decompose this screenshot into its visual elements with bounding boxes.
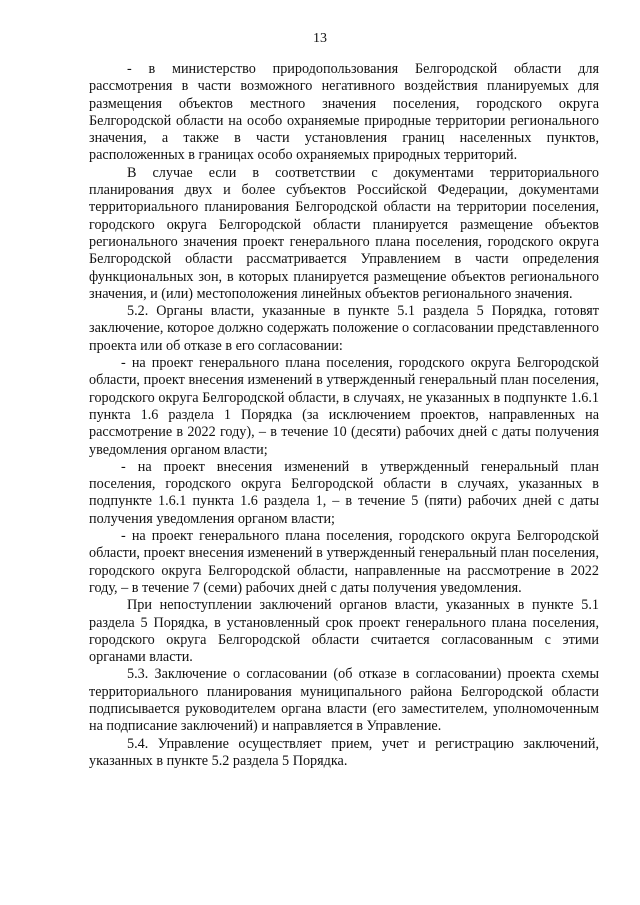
paragraph-ministry-nature: - в министерство природопользования Белгородской области для рассмотрения в части возможного негативного воздействия планируемых для размещения объектов местного значения поселения, городского округа Белгородской области на особо охраняемые природные территории регионального значения, а также в части установления границ населенных пунктов, расположенных в границах особо охраняемых природных территорий. bbox=[89, 61, 599, 164]
paragraph-5-4: 5.4. Управление осуществляет прием, учет и регистрацию заключений, указанных в пункте 5.2 раздела 5 Порядка. bbox=[89, 735, 599, 769]
paragraph-list-item-3: - на проект генерального плана поселения, городского округа Белгородской области, проект внесения изменений в утвержденный генеральный план поселения, городского округа Белгородской области, направленные на рассмотрение в 2022 году, – в течение 7 (семи) рабочих дней с даты получения уведомления. bbox=[89, 528, 599, 596]
paragraph-5-3: 5.3. Заключение о согласовании (об отказе в согласовании) проекта схемы территориального планирования муниципального района Белгородской области подписывается руководителем органа власти (его заместителем, уполномоченным на подписание заключений) и направляется в Управление. bbox=[89, 666, 599, 735]
paragraph-list-item-2: - на проект внесения изменений в утвержденный генеральный план поселения, городского округа Белгородской области в случаях, указанных в подпункте 1.6.1 пункта 1.6 раздела 1, – в течение 5 (пяти) рабочих дней с даты получения уведомления органом власти; bbox=[89, 458, 599, 527]
paragraph-regional-objects: В случае если в соответствии с документами территориального планирования двух и более субъектов Российской Федерации, документами территориального планирования Белгородской области на территории поселения, городского округа Белгородской области планируется размещение объектов регионального значения проект генерального плана поселения, городского округа Белгородской области рассматривается Управлением в части определения функциональных зон, в которых планируется размещение объектов регионального значения, и (или) местоположения линейных объектов регионального значения. bbox=[89, 164, 599, 302]
paragraph-non-receipt: При непоступлении заключений органов власти, указанных в пункте 5.1 раздела 5 Порядка, в установленный срок проект генерального плана поселения, городского округа Белгородской области считается согласованным с этими органами власти. bbox=[89, 597, 599, 666]
page-number: 13 bbox=[313, 31, 327, 46]
paragraph-5-2: 5.2. Органы власти, указанные в пункте 5.1 раздела 5 Порядка, готовят заключение, которое должно содержать положение о согласовании представленного проекта или об отказе в его согласовании: bbox=[89, 303, 599, 354]
document-body bbox=[89, 61, 599, 770]
paragraph-list-item-1: - на проект генерального плана поселения, городского округа Белгородской области, проект внесения изменений в утвержденный генеральный план поселения, городского округа Белгородской области, в случаях, не указанных в подпункте 1.6.1 пункта 1.6 раздела 1 Порядка (за исключением проектов, направленных на рассмотрение в 2022 году), – в течение 10 (десяти) рабочих дней с даты получения уведомления органом власти; bbox=[89, 355, 599, 458]
